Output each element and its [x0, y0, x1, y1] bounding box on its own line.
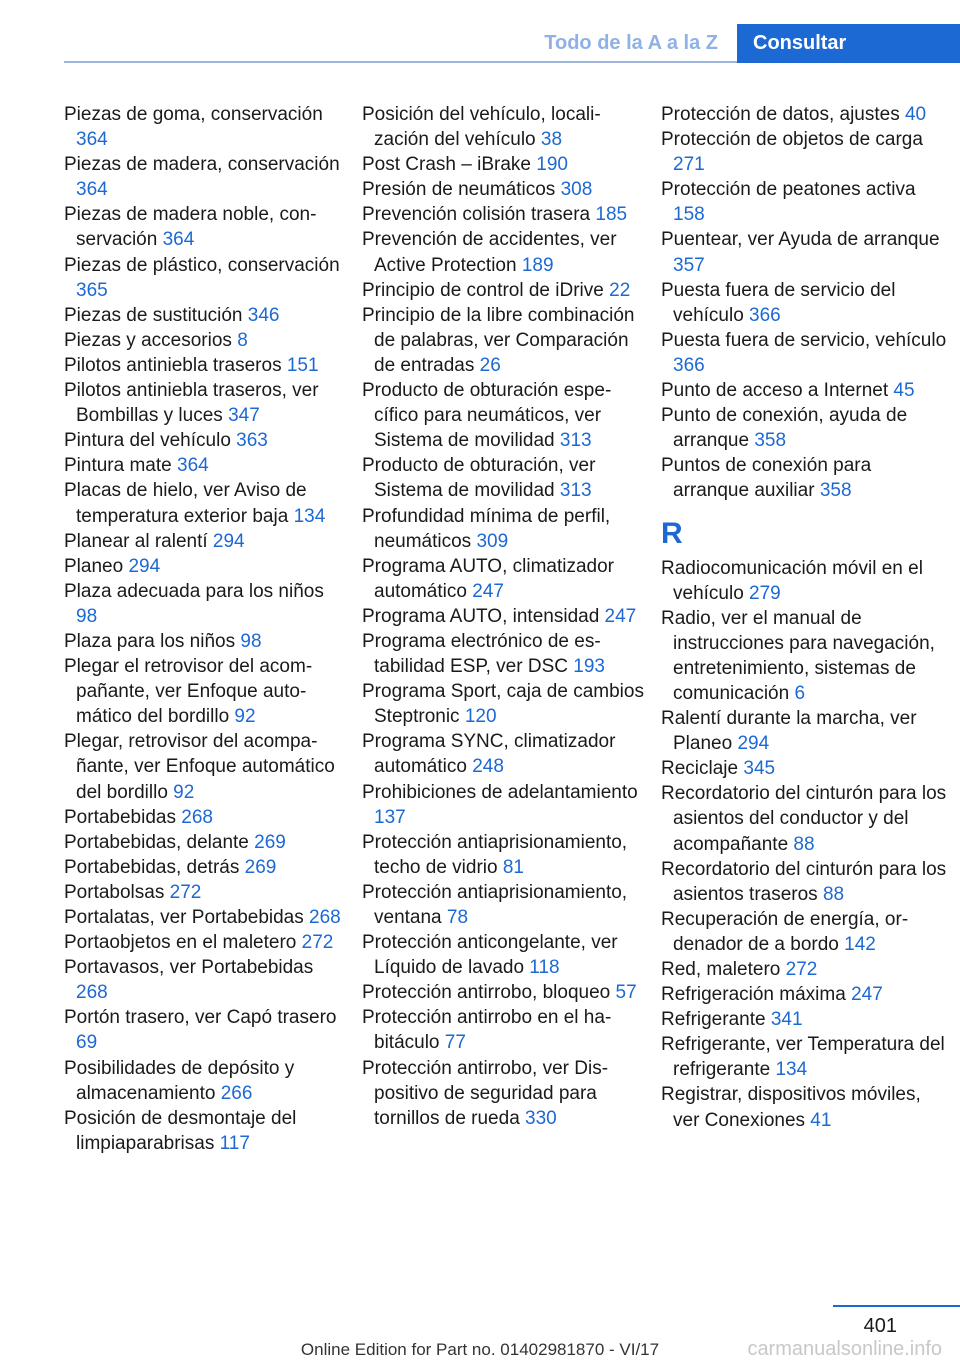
page-link[interactable]: 248 — [472, 756, 504, 778]
index-entry — [362, 554, 647, 604]
index-entry — [64, 1056, 349, 1106]
index-term: Producto de obturación, ver Sistema de movilidad — [362, 455, 596, 502]
index-term: Plaza para los niños — [64, 630, 241, 652]
page-link[interactable]: 137 — [374, 806, 406, 828]
index-entry — [64, 478, 349, 528]
page-link[interactable]: 364 — [162, 229, 195, 251]
page-link[interactable]: 158 — [673, 204, 705, 226]
page-link[interactable]: 142 — [844, 933, 876, 955]
page-link[interactable]: 77 — [444, 1032, 466, 1054]
index-term: Puntos de conexión para arranque auxiliar — [661, 455, 872, 502]
index-entry — [362, 378, 647, 453]
page-link[interactable]: 309 — [476, 530, 509, 552]
index-column-2 — [362, 102, 647, 1131]
page-link[interactable]: 185 — [595, 204, 628, 226]
index-entry — [362, 453, 647, 503]
index-term: Producto de obturación específico para neumáticos, ver Sistema de movilidad — [362, 380, 612, 452]
index-entry — [64, 378, 349, 428]
index-term: Ralentí durante la marcha, ver Planeo — [661, 708, 917, 755]
page-link[interactable]: 22 — [609, 279, 631, 301]
index-entry — [362, 830, 647, 880]
page-number-rule — [833, 1305, 960, 1307]
index-entry — [64, 830, 349, 855]
index-entry — [362, 980, 647, 1005]
index-term: Pilotos antiniebla traseros, ver Bombillas y luces — [64, 380, 319, 427]
index-entry — [64, 855, 349, 880]
page-link[interactable]: 341 — [770, 1009, 803, 1031]
index-term: Post Crash – iBrake — [362, 154, 537, 176]
index-entry — [661, 556, 951, 606]
index-entry — [362, 679, 647, 729]
index-term: Plegar el retrovisor del acompañante, ver Enfoque automático del bordillo — [64, 656, 313, 728]
index-entry — [661, 1007, 951, 1032]
index-entry — [362, 227, 647, 277]
index-entry — [64, 805, 349, 830]
page-link[interactable]: 6 — [794, 682, 806, 704]
index-term: Puesta fuera de servicio del vehículo — [661, 279, 896, 326]
index-entry — [661, 982, 951, 1007]
page-link[interactable]: 294 — [737, 733, 770, 755]
index-term: Punto de acceso a Internet — [661, 380, 894, 402]
index-term: Placas de hielo, ver Aviso de temperatura exterior baja — [64, 480, 307, 527]
index-term: Pintura mate — [64, 455, 177, 477]
page-link[interactable]: 269 — [254, 831, 286, 853]
index-entry — [661, 378, 951, 403]
page-link[interactable]: 272 — [785, 959, 818, 980]
page-link[interactable]: 38 — [540, 129, 563, 151]
index-term: Portabebidas, detrás — [64, 856, 245, 878]
index-term: Posición de desmontaje del limpiaparabrisas — [64, 1107, 297, 1154]
index-term: Principio de control de iDrive — [362, 279, 610, 301]
index-entry — [362, 202, 647, 227]
index-entry — [661, 606, 951, 706]
page-link[interactable]: 247 — [851, 984, 883, 1006]
index-entry — [661, 403, 951, 453]
page-link[interactable]: 88 — [793, 833, 815, 855]
index-entry — [64, 955, 349, 1005]
index-entry — [661, 1032, 951, 1082]
page-link[interactable]: 345 — [743, 758, 776, 780]
index-entry — [661, 278, 951, 328]
index-entry — [661, 453, 951, 503]
page-link[interactable]: 57 — [615, 982, 637, 1004]
index-term: Principio de la libre combinación de palabras, ver Comparación de entradas — [362, 304, 635, 376]
page-link[interactable]: 268 — [76, 982, 108, 1004]
page-link[interactable]: 117 — [219, 1132, 250, 1154]
page-link[interactable]: 272 — [169, 881, 202, 903]
page-link[interactable]: 92 — [173, 781, 195, 803]
index-entry — [64, 428, 349, 453]
index-entry — [362, 177, 647, 202]
index-entry — [661, 706, 951, 756]
page-link[interactable]: 45 — [893, 380, 915, 402]
page-link[interactable]: 346 — [247, 304, 280, 326]
index-entry — [64, 453, 349, 478]
index-term: Portón trasero, ver Capó trasero — [64, 1007, 337, 1029]
page-link[interactable]: 268 — [309, 907, 341, 928]
index-entry — [64, 930, 349, 955]
index-term: Protección anticongelante, ver Líquido de lavado — [362, 932, 618, 979]
index-term: Recuperación de energía, ordenador de a bordo — [661, 908, 909, 955]
index-column-1 — [64, 102, 349, 1156]
page-number: 401 — [863, 1315, 897, 1337]
index-entry — [64, 579, 349, 629]
page-link[interactable]: 92 — [234, 706, 256, 728]
index-entry — [362, 604, 647, 629]
watermark: carmanualsonline.info — [747, 1338, 942, 1360]
index-term: Profundidad mínima de perfil, neumáticos — [362, 505, 611, 552]
index-entry — [362, 152, 647, 177]
index-entry — [661, 907, 951, 957]
index-entry — [362, 102, 647, 152]
index-term: Piezas de goma, conservación — [64, 104, 323, 125]
page-link[interactable]: 330 — [525, 1107, 557, 1129]
index-entry — [64, 529, 349, 554]
index-term: Puesta fuera de servicio, vehículo — [661, 329, 947, 351]
page-link[interactable]: 271 — [673, 154, 705, 176]
page-link[interactable]: 189 — [521, 254, 554, 276]
page-link[interactable]: 266 — [220, 1082, 253, 1104]
page-link[interactable]: 313 — [559, 430, 592, 452]
index-term: Puentear, ver Ayuda de arranque — [661, 229, 940, 251]
index-term: Protección antiaprisionamiento, techo de vidrio — [362, 831, 628, 878]
page-link[interactable]: 272 — [301, 932, 334, 954]
index-term: Presión de neumáticos — [362, 179, 561, 201]
index-term: Recordatorio del cinturón para los asientos traseros — [661, 858, 947, 905]
index-entry — [64, 1005, 349, 1055]
index-entry — [64, 253, 349, 303]
page-link[interactable]: 8 — [237, 329, 248, 351]
index-term: Programa SYNC, climatizador automático — [362, 731, 616, 778]
page-link[interactable]: 193 — [573, 656, 605, 678]
index-entry — [661, 177, 951, 227]
page-link[interactable]: 294 — [212, 530, 245, 552]
page-link[interactable]: 134 — [293, 505, 326, 527]
tab-consultar[interactable]: Consultar — [737, 24, 960, 63]
index-entry — [362, 303, 647, 378]
index-entry — [362, 504, 647, 554]
page-link[interactable]: 269 — [244, 856, 277, 878]
index-entry — [64, 880, 349, 905]
index-entry — [362, 1056, 647, 1131]
index-term: Pilotos antiniebla traseros — [64, 354, 287, 376]
index-term: Portaobjetos en el maletero — [64, 932, 302, 954]
index-term: Punto de conexión, ayuda de arranque — [661, 405, 908, 452]
page-link[interactable]: 308 — [560, 179, 593, 201]
index-entry — [362, 780, 647, 830]
index-entry — [362, 1005, 647, 1055]
index-term: Portavasos, ver Portabebidas — [64, 957, 314, 979]
index-entry — [661, 328, 951, 378]
footer-edition: Online Edition for Part no. 01402981870 - VI/17 — [300, 1340, 660, 1359]
index-entry — [64, 353, 349, 378]
page-link[interactable]: 268 — [181, 806, 213, 828]
page-link[interactable]: 88 — [822, 883, 845, 905]
index-term: Pintura del vehículo — [64, 430, 237, 452]
index-term: Protección antirrobo, ver Dispositivo de seguridad para tornillos de rueda — [362, 1057, 609, 1129]
index-term: Programa electrónico de estabilidad ESP, ver DSC — [362, 630, 601, 678]
index-term: Prevención colisión trasera — [362, 204, 596, 226]
page-link[interactable]: 41 — [810, 1109, 832, 1131]
index-term: Piezas de plástico, conservación — [64, 254, 340, 276]
index-term: Programa Sport, caja de cambios Steptronic — [362, 681, 644, 728]
page-link[interactable]: 347 — [228, 405, 260, 427]
index-entry — [64, 629, 349, 654]
index-term: Piezas y accesorios — [64, 329, 238, 351]
page-link[interactable]: 366 — [673, 354, 705, 376]
index-term: Posición del vehículo, localización del vehículo — [362, 104, 601, 151]
index-entry — [64, 152, 349, 202]
index-term: Radio, ver el manual de instrucciones para navegación, entretenimiento, sistemas de comunicación — [661, 607, 935, 704]
index-term: Programa AUTO, climatizador automático — [362, 555, 615, 602]
index-entry — [64, 102, 349, 152]
index-entry — [64, 328, 349, 353]
index-term: Registrar, dispositivos móviles, ver Conexiones — [661, 1084, 921, 1131]
section-letter: R — [661, 516, 683, 550]
index-term: Protección antirrobo, bloqueo — [362, 982, 616, 1004]
index-term: Protección antirrobo en el habitáculo — [362, 1007, 612, 1054]
index-term: Protección de datos, ajustes — [661, 104, 905, 125]
page-link[interactable]: 78 — [446, 907, 469, 928]
page-link[interactable]: 26 — [479, 354, 501, 376]
page-link[interactable]: 69 — [76, 1032, 98, 1054]
index-term: Plaza adecuada para los niños — [64, 580, 324, 602]
index-entry — [64, 202, 349, 252]
index-entry — [362, 629, 647, 679]
page-link[interactable]: 365 — [76, 279, 108, 301]
page-link[interactable]: 363 — [236, 430, 268, 452]
index-term: Plegar, retrovisor del acompañante, ver Enfoque automático del bordillo — [64, 731, 335, 803]
page-link[interactable]: 190 — [536, 154, 568, 176]
index-entry — [661, 1082, 951, 1132]
index-column-3 — [661, 102, 951, 1133]
page-link[interactable]: 279 — [749, 582, 781, 604]
index-term: Portabebidas — [64, 806, 182, 828]
page-link[interactable]: 120 — [464, 706, 497, 728]
page-link[interactable]: 40 — [904, 104, 927, 125]
index-entry — [64, 303, 349, 328]
page-link[interactable]: 364 — [76, 179, 108, 201]
index-term: Posibilidades de depósito y almacenamiento — [64, 1057, 295, 1104]
index-term: Refrigerante, ver Temperatura del refrigerante — [661, 1034, 945, 1081]
page-link[interactable]: 81 — [502, 856, 524, 878]
index-term: Piezas de sustitución — [64, 304, 248, 326]
page-link[interactable]: 358 — [754, 430, 787, 452]
page-link[interactable]: 151 — [286, 354, 319, 376]
index-term: Prevención de accidentes, ver Active Protection — [362, 229, 617, 276]
index-term: Protección de peatones activa — [661, 179, 916, 201]
index-entry — [661, 857, 951, 907]
index-term: Piezas de madera, conservación — [64, 154, 340, 176]
index-term: Prohibiciones de adelantamiento — [362, 781, 638, 803]
index-entry — [661, 102, 951, 127]
page-link[interactable]: 364 — [76, 129, 108, 151]
index-entry — [362, 729, 647, 779]
index-entry — [64, 554, 349, 579]
index-term: Portalatas, ver Portabebidas — [64, 907, 310, 928]
index-term: Protección antiaprisionamiento, ventana — [362, 881, 628, 928]
index-entry — [661, 227, 951, 277]
index-term: Red, maletero — [661, 959, 786, 980]
index-term: Programa AUTO, intensidad — [362, 605, 605, 627]
index-entry — [362, 880, 647, 930]
breadcrumb[interactable]: Todo de la A a la Z — [544, 32, 718, 54]
page-link[interactable]: 98 — [240, 630, 262, 652]
index-entry — [362, 930, 647, 980]
index-entry — [661, 781, 951, 856]
index-entry — [362, 278, 647, 303]
index-term: Refrigeración máxima — [661, 984, 852, 1006]
index-term: Radiocomunicación móvil en el vehículo — [661, 557, 923, 604]
index-term: Protección de objetos de carga — [661, 129, 923, 151]
page-link[interactable]: 366 — [749, 304, 781, 326]
page-link[interactable]: 313 — [559, 480, 592, 502]
page-link[interactable]: 358 — [819, 480, 852, 502]
index-term: Recordatorio del cinturón para los asientos del conductor y del acompañante — [661, 783, 947, 855]
index-term: Portabolsas — [64, 881, 170, 903]
index-entry — [64, 729, 349, 804]
index-entry — [661, 756, 951, 781]
index-entry — [64, 654, 349, 729]
page-link[interactable]: 364 — [177, 455, 209, 477]
index-entry — [661, 127, 951, 177]
index-term: Planear al ralentí — [64, 530, 213, 552]
index-term: Refrigerante — [661, 1009, 771, 1031]
index-term: Piezas de madera noble, conservación — [64, 204, 317, 251]
page-link[interactable]: 247 — [472, 580, 504, 602]
index-term: Planeo — [64, 555, 129, 577]
index-entry — [661, 957, 951, 982]
page-link[interactable]: 247 — [604, 605, 637, 627]
index-entry — [64, 1106, 349, 1156]
index-term: Portabebidas, delante — [64, 831, 255, 853]
page-link[interactable]: 357 — [673, 254, 705, 276]
page-link[interactable]: 134 — [775, 1059, 808, 1081]
page-link[interactable]: 118 — [529, 957, 560, 979]
index-term: Reciclaje — [661, 758, 744, 780]
index-entry — [64, 905, 349, 930]
page-link[interactable]: 98 — [76, 605, 98, 627]
page-link[interactable]: 294 — [128, 555, 161, 577]
